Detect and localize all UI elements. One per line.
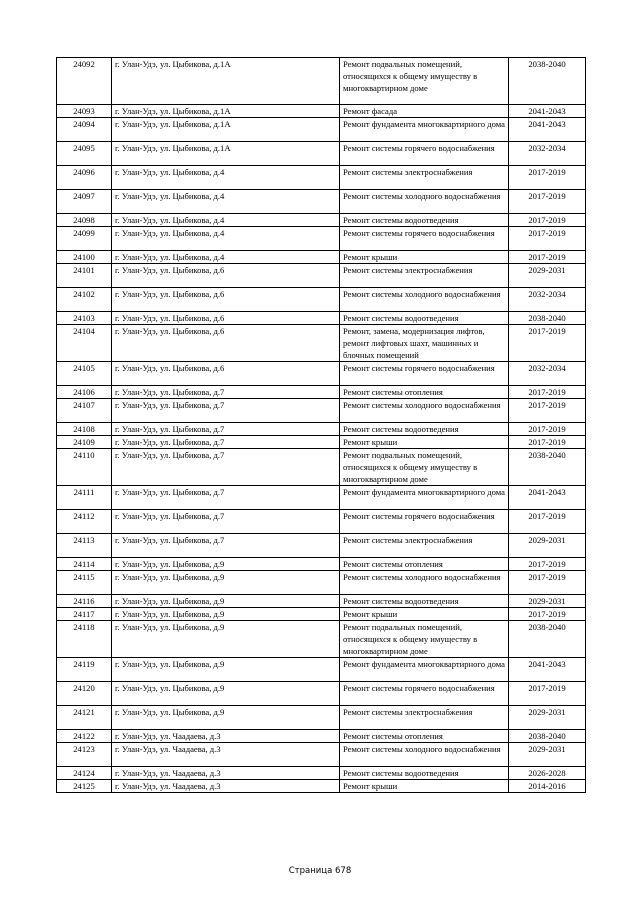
period-cell: 2026-2028: [509, 767, 586, 780]
period-cell: 2038-2040: [509, 449, 586, 486]
table-body: [57, 58, 586, 793]
row-number-cell: 24095: [57, 142, 112, 166]
work-type-cell: Ремонт системы водоотведения: [340, 767, 509, 780]
period-cell: 2017-2019: [509, 251, 586, 264]
period-cell: 2014-2016: [509, 780, 586, 793]
address-cell: г. Улан-Удэ, ул. Чаадаева, д.3: [112, 780, 340, 793]
work-type-cell: Ремонт системы горячего водоснабжения: [340, 682, 509, 706]
row-number-cell: 24102: [57, 288, 112, 312]
work-type-cell: Ремонт системы электроснабжения: [340, 264, 509, 288]
work-type-cell: Ремонт системы горячего водоснабжения: [340, 227, 509, 251]
work-type-cell: Ремонт системы отопления: [340, 558, 509, 571]
row-number-cell: 24114: [57, 558, 112, 571]
work-type-cell: Ремонт фундамента многоквартирного дома: [340, 118, 509, 142]
work-type-cell: Ремонт подвальных помещений, относящихся к общему имуществу в многоквартирном доме: [340, 621, 509, 658]
period-cell: 2017-2019: [509, 190, 586, 214]
table-row: [57, 362, 586, 386]
work-type-cell: Ремонт крыши: [340, 251, 509, 264]
period-cell: 2041-2043: [509, 105, 586, 118]
row-number-cell: 24122: [57, 730, 112, 743]
period-cell: 2038-2040: [509, 312, 586, 325]
address-cell: г. Улан-Удэ, ул. Цыбикова, д.1А: [112, 118, 340, 142]
work-type-cell: Ремонт системы холодного водоснабжения: [340, 190, 509, 214]
period-cell: 2032-2034: [509, 142, 586, 166]
work-type-cell: Ремонт системы электроснабжения: [340, 706, 509, 730]
work-type-cell: Ремонт системы водоотведения: [340, 423, 509, 436]
work-type-cell: Ремонт фасада: [340, 105, 509, 118]
period-cell: 2017-2019: [509, 558, 586, 571]
row-number-cell: 24107: [57, 399, 112, 423]
table-row: [57, 118, 586, 142]
address-cell: г. Улан-Удэ, ул. Цыбикова, д.9: [112, 658, 340, 682]
table-row: [57, 595, 586, 608]
row-number-cell: 24113: [57, 534, 112, 558]
row-number-cell: 24118: [57, 621, 112, 658]
address-cell: г. Улан-Удэ, ул. Цыбикова, д.4: [112, 214, 340, 227]
row-number-cell: 24101: [57, 264, 112, 288]
table-row: [57, 743, 586, 767]
work-type-cell: Ремонт системы холодного водоснабжения: [340, 288, 509, 312]
table-row: [57, 621, 586, 658]
address-cell: г. Улан-Удэ, ул. Цыбикова, д.9: [112, 621, 340, 658]
work-type-cell: Ремонт системы холодного водоснабжения: [340, 743, 509, 767]
work-type-cell: Ремонт крыши: [340, 608, 509, 621]
work-type-cell: Ремонт системы отопления: [340, 730, 509, 743]
period-cell: 2029-2031: [509, 743, 586, 767]
row-number-cell: 24106: [57, 386, 112, 399]
address-cell: г. Улан-Удэ, ул. Цыбикова, д.6: [112, 288, 340, 312]
row-number-cell: 24110: [57, 449, 112, 486]
address-cell: г. Улан-Удэ, ул. Чаадаева, д.3: [112, 743, 340, 767]
row-number-cell: 24092: [57, 58, 112, 105]
period-cell: 2041-2043: [509, 658, 586, 682]
row-number-cell: 24104: [57, 325, 112, 362]
row-number-cell: 24120: [57, 682, 112, 706]
address-cell: г. Улан-Удэ, ул. Цыбикова, д.4: [112, 227, 340, 251]
work-type-cell: Ремонт системы горячего водоснабжения: [340, 510, 509, 534]
work-type-cell: Ремонт системы электроснабжения: [340, 166, 509, 190]
row-number-cell: 24125: [57, 780, 112, 793]
table-row: [57, 58, 586, 105]
table-row: [57, 190, 586, 214]
address-cell: г. Улан-Удэ, ул. Цыбикова, д.9: [112, 571, 340, 595]
address-cell: г. Улан-Удэ, ул. Цыбикова, д.9: [112, 608, 340, 621]
period-cell: 2029-2031: [509, 706, 586, 730]
table-row: [57, 534, 586, 558]
row-number-cell: 24099: [57, 227, 112, 251]
work-type-cell: Ремонт системы горячего водоснабжения: [340, 142, 509, 166]
table-row: [57, 264, 586, 288]
row-number-cell: 24112: [57, 510, 112, 534]
period-cell: 2029-2031: [509, 595, 586, 608]
table-row: [57, 510, 586, 534]
table-row: [57, 386, 586, 399]
work-type-cell: Ремонт подвальных помещений, относящихся к общему имуществу в многоквартирном доме: [340, 58, 509, 105]
address-cell: г. Улан-Удэ, ул. Цыбикова, д.7: [112, 386, 340, 399]
row-number-cell: 24123: [57, 743, 112, 767]
address-cell: г. Улан-Удэ, ул. Чаадаева, д.3: [112, 767, 340, 780]
table-row: [57, 436, 586, 449]
row-number-cell: 24098: [57, 214, 112, 227]
address-cell: г. Улан-Удэ, ул. Цыбикова, д.9: [112, 682, 340, 706]
address-cell: г. Улан-Удэ, ул. Цыбикова, д.1А: [112, 58, 340, 105]
period-cell: 2032-2034: [509, 362, 586, 386]
address-cell: г. Улан-Удэ, ул. Цыбикова, д.7: [112, 449, 340, 486]
period-cell: 2038-2040: [509, 621, 586, 658]
address-cell: г. Улан-Удэ, ул. Цыбикова, д.9: [112, 558, 340, 571]
row-number-cell: 24093: [57, 105, 112, 118]
period-cell: 2017-2019: [509, 436, 586, 449]
table-row: [57, 608, 586, 621]
row-number-cell: 24117: [57, 608, 112, 621]
table-row: [57, 449, 586, 486]
row-number-cell: 24111: [57, 486, 112, 510]
table-row: [57, 730, 586, 743]
work-type-cell: Ремонт системы водоотведения: [340, 214, 509, 227]
table-row: [57, 227, 586, 251]
work-type-cell: Ремонт, замена, модернизация лифтов, ремонт лифтовых шахт, машинных и блочных помещений: [340, 325, 509, 362]
table-row: [57, 558, 586, 571]
address-cell: г. Улан-Удэ, ул. Цыбикова, д.4: [112, 190, 340, 214]
work-type-cell: Ремонт системы отопления: [340, 386, 509, 399]
table-row: [57, 325, 586, 362]
period-cell: 2032-2034: [509, 288, 586, 312]
row-number-cell: 24097: [57, 190, 112, 214]
work-type-cell: Ремонт подвальных помещений, относящихся к общему имуществу в многоквартирном доме: [340, 449, 509, 486]
address-cell: г. Улан-Удэ, ул. Цыбикова, д.1А: [112, 105, 340, 118]
period-cell: 2041-2043: [509, 118, 586, 142]
table-row: [57, 105, 586, 118]
period-cell: 2038-2040: [509, 58, 586, 105]
work-type-cell: Ремонт фундамента многоквартирного дома: [340, 486, 509, 510]
row-number-cell: 24119: [57, 658, 112, 682]
work-type-cell: Ремонт системы водоотведения: [340, 595, 509, 608]
address-cell: г. Улан-Удэ, ул. Цыбикова, д.6: [112, 362, 340, 386]
address-cell: г. Улан-Удэ, ул. Цыбикова, д.7: [112, 399, 340, 423]
table-row: [57, 312, 586, 325]
period-cell: 2029-2031: [509, 264, 586, 288]
table-row: [57, 682, 586, 706]
address-cell: г. Улан-Удэ, ул. Цыбикова, д.1А: [112, 142, 340, 166]
table-row: [57, 399, 586, 423]
work-type-cell: Ремонт крыши: [340, 436, 509, 449]
period-cell: 2041-2043: [509, 486, 586, 510]
period-cell: 2017-2019: [509, 510, 586, 534]
work-type-cell: Ремонт фундамента многоквартирного дома: [340, 658, 509, 682]
table-row: [57, 214, 586, 227]
address-cell: г. Улан-Удэ, ул. Чаадаева, д.3: [112, 730, 340, 743]
address-cell: г. Улан-Удэ, ул. Цыбикова, д.7: [112, 423, 340, 436]
period-cell: 2029-2031: [509, 534, 586, 558]
row-number-cell: 24103: [57, 312, 112, 325]
row-number-cell: 24124: [57, 767, 112, 780]
row-number-cell: 24109: [57, 436, 112, 449]
address-cell: г. Улан-Удэ, ул. Цыбикова, д.7: [112, 486, 340, 510]
work-type-cell: Ремонт системы электроснабжения: [340, 534, 509, 558]
table-row: [57, 767, 586, 780]
table-row: [57, 142, 586, 166]
address-cell: г. Улан-Удэ, ул. Цыбикова, д.7: [112, 436, 340, 449]
work-type-cell: Ремонт системы водоотведения: [340, 312, 509, 325]
address-cell: г. Улан-Удэ, ул. Цыбикова, д.9: [112, 706, 340, 730]
period-cell: 2017-2019: [509, 386, 586, 399]
table-row: [57, 780, 586, 793]
period-cell: 2017-2019: [509, 571, 586, 595]
work-type-cell: Ремонт системы холодного водоснабжения: [340, 399, 509, 423]
period-cell: 2017-2019: [509, 399, 586, 423]
work-type-cell: Ремонт крыши: [340, 780, 509, 793]
table-row: [57, 486, 586, 510]
address-cell: г. Улан-Удэ, ул. Цыбикова, д.7: [112, 534, 340, 558]
period-cell: 2017-2019: [509, 423, 586, 436]
table-row: [57, 658, 586, 682]
address-cell: г. Улан-Удэ, ул. Цыбикова, д.6: [112, 325, 340, 362]
period-cell: 2017-2019: [509, 682, 586, 706]
work-type-cell: Ремонт системы горячего водоснабжения: [340, 362, 509, 386]
row-number-cell: 24096: [57, 166, 112, 190]
address-cell: г. Улан-Удэ, ул. Цыбикова, д.4: [112, 251, 340, 264]
address-cell: г. Улан-Удэ, ул. Цыбикова, д.7: [112, 510, 340, 534]
table-row: [57, 423, 586, 436]
row-number-cell: 24100: [57, 251, 112, 264]
row-number-cell: 24094: [57, 118, 112, 142]
row-number-cell: 24116: [57, 595, 112, 608]
table-row: [57, 571, 586, 595]
address-cell: г. Улан-Удэ, ул. Цыбикова, д.9: [112, 595, 340, 608]
period-cell: 2017-2019: [509, 214, 586, 227]
address-cell: г. Улан-Удэ, ул. Цыбикова, д.6: [112, 264, 340, 288]
period-cell: 2017-2019: [509, 227, 586, 251]
table-row: [57, 251, 586, 264]
row-number-cell: 24115: [57, 571, 112, 595]
row-number-cell: 24105: [57, 362, 112, 386]
row-number-cell: 24121: [57, 706, 112, 730]
table-row: [57, 166, 586, 190]
period-cell: 2017-2019: [509, 325, 586, 362]
period-cell: 2017-2019: [509, 608, 586, 621]
work-type-cell: Ремонт системы холодного водоснабжения: [340, 571, 509, 595]
row-number-cell: 24108: [57, 423, 112, 436]
table-row: [57, 706, 586, 730]
address-cell: г. Улан-Удэ, ул. Цыбикова, д.4: [112, 166, 340, 190]
capital-repair-table: [56, 57, 586, 793]
period-cell: 2038-2040: [509, 730, 586, 743]
period-cell: 2017-2019: [509, 166, 586, 190]
address-cell: г. Улан-Удэ, ул. Цыбикова, д.6: [112, 312, 340, 325]
table-row: [57, 288, 586, 312]
page-number: Страница 678: [288, 866, 352, 876]
